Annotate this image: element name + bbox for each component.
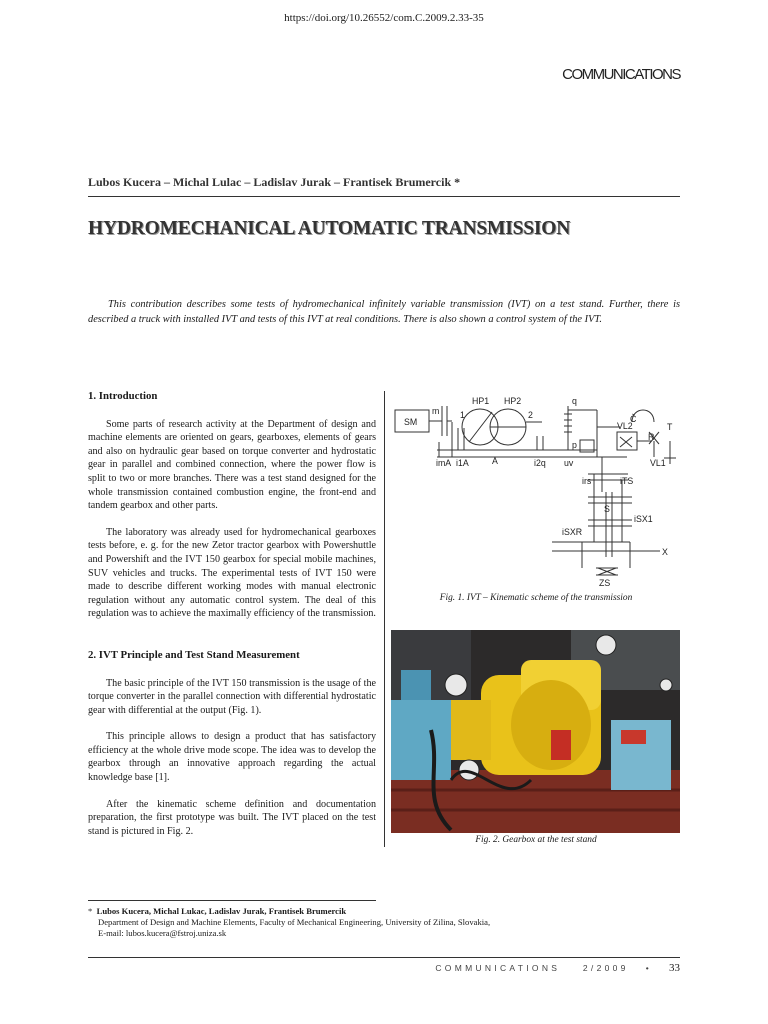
paragraph: Some parts of research activity at the Department of design and machine elements are oriented on gears, gearboxes, elements of gears and also on hydraulic gear based on torque converter and hydrostatic gear in parallel and combined connection, where the power flow is split to two or more branches. There was a test stand designed for the whole transmission contained combustion engine, the front-end and tandem gearbox and other parts. — [88, 418, 376, 512]
left-column — [88, 390, 376, 851]
label-r: R — [648, 432, 655, 442]
label-1: 1 — [460, 410, 465, 420]
label-x: X — [662, 547, 668, 557]
doi-link[interactable]: https://doi.org/10.26552/com.C.2009.2.33-35 — [284, 12, 484, 24]
author-rule — [88, 196, 680, 197]
footer-bullet: • — [645, 963, 652, 973]
paragraph: The basic principle of the IVT 150 transmission is the usage of the torque converter in the parallel connection with differential hydrostatic gear with differential at the output (Fig. 1). — [88, 677, 376, 716]
footnote-authors: Lubos Kucera, Michal Lukac, Ladislav Jurak, Frantisek Brumercik — [96, 906, 347, 916]
label-p: p — [572, 440, 577, 450]
article-title: HYDROMECHANICAL AUTOMATIC TRANSMISSION — [88, 218, 571, 239]
label-ima: imA — [436, 458, 452, 468]
section-heading-ivt-principle: 2. IVT Principle and Test Stand Measurement — [88, 648, 300, 661]
label-c: Č — [630, 414, 637, 424]
label-t: T — [667, 422, 673, 432]
label-hp2: HP2 — [504, 396, 522, 406]
section-heading-introduction: 1. Introduction — [88, 390, 158, 402]
figure-1-caption: Fig. 1. IVT – Kinematic scheme of the transmission — [439, 593, 633, 603]
footer-rule — [88, 957, 680, 958]
footnote-email[interactable]: E-mail: lubos.kucera@fstroj.uniza.sk — [98, 928, 227, 938]
label-vl1: VL1 — [650, 458, 666, 468]
footnote-affiliation: Department of Design and Machine Elements, Faculty of Mechanical Engineering, University of Zilina, Slovakia, — [98, 917, 491, 927]
figure-2-caption: Fig. 2. Gearbox at the test stand — [475, 835, 597, 845]
label-zs: ZS — [599, 578, 611, 588]
label-2: 2 — [528, 410, 533, 420]
label-a: A — [492, 456, 498, 466]
footnote-rule — [88, 900, 376, 901]
paragraph: This principle allows to design a product that has satisfactory efficiency at the whole drive mode scope. The idea was to develop the gearbox through an innovative approach regarding the actual knowledge base [1]. — [88, 731, 376, 784]
paragraph: The laboratory was already used for hydromechanical gearboxes tests before, e. g. for the new Zetor tractor gearbox with Powershuttle and Powershift and the IVT 150 gearbox for special mobile machines, SUV vehicles and trucks. The experimental tests of IVT 150 were made to describe different working modes with manual electronic regulation without any automatic control system. The deal of this regulation was to achieve the maximally efficiency of the transmission. — [88, 526, 376, 620]
gearbox-photo — [391, 630, 680, 833]
abstract: This contribution describes some tests of hydromechanical infinitely variable transmission (IVT) on a test stand. Further, there is described a truck with installed IVT and tests of this IVT at real conditions. There is also shown a control system of the IVT. — [88, 299, 680, 325]
footnote — [88, 906, 588, 939]
label-q: q — [572, 396, 577, 406]
page-footer — [435, 962, 680, 974]
label-uv: uv — [564, 458, 574, 468]
label-isx1: iSX1 — [634, 514, 653, 524]
label-irs: irs — [582, 476, 592, 486]
figure-test-stand-photo — [391, 630, 680, 833]
label-hp1: HP1 — [472, 396, 490, 406]
footnote-authors-line: * Lubos Kucera, Michal Lukac, Ladislav Jurak, Frantisek Brumercik — [88, 906, 347, 916]
footer-journal: COMMUNICATIONS — [435, 963, 561, 973]
label-i1a: i1A — [456, 458, 469, 468]
label-its: iTS — [620, 476, 634, 486]
kinematic-scheme-diagram — [392, 392, 680, 588]
label-s: S — [604, 504, 610, 514]
article-authors: Lubos Kucera – Michal Lulac – Ladislav Jurak – Frantisek Brumercik * — [88, 175, 461, 189]
label-m: m — [432, 406, 440, 416]
footer-issue: 2/2009 — [582, 963, 629, 973]
label-isxr: iSXR — [562, 527, 583, 537]
label-sm: SM — [404, 417, 418, 427]
column-divider — [384, 391, 385, 847]
figure-kinematic-scheme — [392, 392, 680, 588]
journal-logo: COMMUNICATIONS — [562, 66, 680, 83]
label-i2q: i2q — [534, 458, 546, 468]
paragraph: After the kinematic scheme definition and documentation preparation, the first prototype was built. The IVT placed on the test stand is pictured in Fig. 2. — [88, 798, 376, 837]
page-number: 33 — [669, 962, 680, 974]
label-vl2: VL2 — [617, 421, 633, 431]
